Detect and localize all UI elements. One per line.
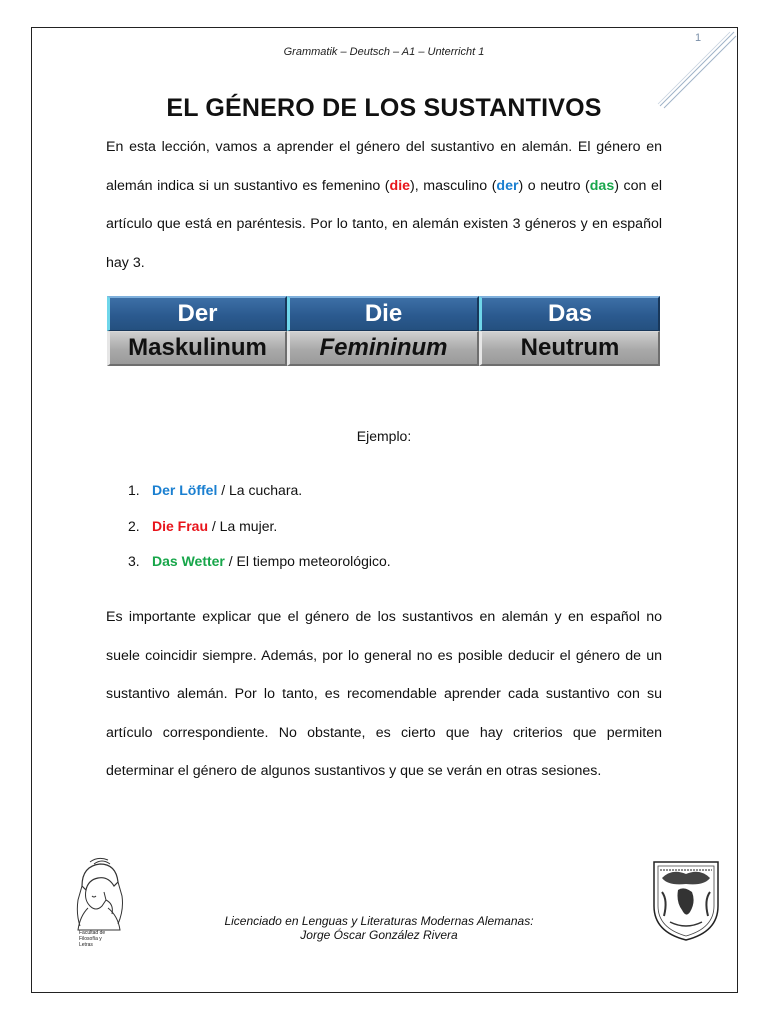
faculty-caption: Facultad de Filosofía y Letras <box>79 930 106 948</box>
example-spanish: / La cuchara. <box>217 482 303 498</box>
list-item <box>128 553 391 589</box>
article-der: der <box>496 177 519 194</box>
list-item <box>128 518 391 554</box>
running-header: Grammatik – Deutsch – A1 – Unterricht 1 <box>283 46 485 58</box>
page-number: 1 <box>695 32 702 44</box>
example-label: Ejemplo: <box>356 428 412 444</box>
list-number: 3. <box>128 553 140 569</box>
example-spanish: / La mujer. <box>208 517 278 534</box>
article-cell-der: Der <box>107 296 287 331</box>
example-list <box>128 482 391 589</box>
list-number: 1. <box>128 482 140 498</box>
example-german: Die Frau <box>152 517 209 534</box>
gender-cell-maskulinum: Maskulinum <box>107 331 287 366</box>
intro-paragraph <box>106 128 662 282</box>
intro-text-1: En esta lección, vamos a aprender el género del sustantivo en alemán. El género en alemán indica si un sustantivo es femenino ( <box>106 139 662 194</box>
intro-text-2: ), masculino ( <box>410 177 497 194</box>
list-number: 2. <box>128 517 140 534</box>
gender-cell-femininum: Femininum <box>287 331 479 366</box>
footer-line-2: Jorge Óscar González Rivera <box>300 928 458 942</box>
intro-text-3: ) o neutro ( <box>518 177 590 194</box>
article-cell-das: Das <box>479 296 660 331</box>
gender-cell-neutrum: Neutrum <box>479 331 660 366</box>
unam-seal-icon <box>648 856 724 942</box>
article-die: die <box>389 177 411 194</box>
document-title: EL GÉNERO DE LOS SUSTANTIVOS <box>166 94 602 122</box>
article-cell-die: Die <box>287 296 479 331</box>
intro-text-4: ) con el artículo que está en paréntesis. Por lo tanto, en alemán existen 3 géneros y en español hay 3. <box>106 177 662 271</box>
footer-line-1: Licenciado en Lenguas y Literaturas Modernas Alemanas: <box>224 914 534 928</box>
example-german: Der Löffel <box>152 482 218 498</box>
article-das: das <box>589 177 615 194</box>
example-spanish: / El tiempo meteorológico. <box>224 553 391 569</box>
closing-paragraph: Es importante explicar que el género de los sustantivos en alemán y en español no suele coincidir siempre. Además, por lo general no es posible deducir el género de un sustantivo alemán. Por lo tanto, es recomendable aprender cada sustantivo con su artículo correspondiente. No obstante, es cierto que hay criterios que permiten determinar el género de algunos sustantivos y que se verán en otras sesiones. <box>106 609 662 779</box>
list-item <box>128 482 391 518</box>
example-german: Das Wetter <box>152 553 225 569</box>
gender-table <box>107 296 660 366</box>
